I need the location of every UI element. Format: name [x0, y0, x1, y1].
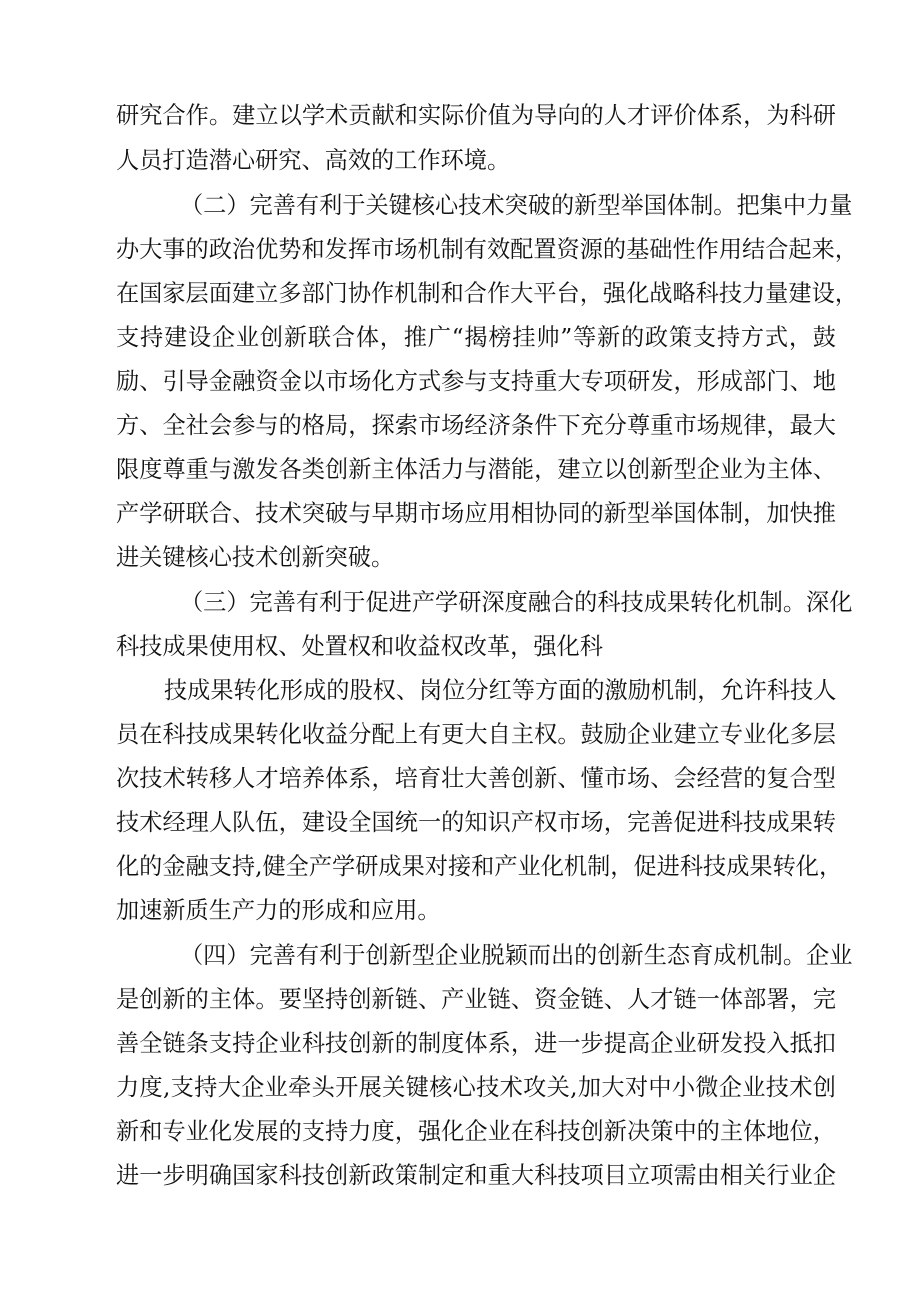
text-line: 科技成果使用权、处置权和收益权改革，强化科	[116, 633, 603, 660]
text-line: 技术经理人队伍，建设全国统一的知识产权市场，完善促进科技成果转	[116, 809, 836, 836]
text-line: 次技术转移人才培养体系，培育壮大善创新、懂市场、会经营的复合型	[116, 765, 836, 792]
section-heading-line: （四）完善有利于创新型企业脱颖而出的创新生态育成机制。企业	[180, 942, 853, 969]
text-line: 研究合作。建立以学术贡献和实际价值为导向的人才评价体系，为科研	[116, 102, 836, 129]
text-line: 加速新质生产力的形成和应用。	[116, 897, 441, 924]
text-line: 方、全社会参与的格局，探索市场经济条件下充分尊重市场规律，最大	[116, 412, 836, 439]
section-heading-line: （三）完善有利于促进产学研深度融合的科技成果转化机制。深化	[180, 589, 853, 616]
text-line: 进关键核心技术创新突破。	[116, 544, 395, 571]
text-line: 善全链条支持企业科技创新的制度体系，进一步提高企业研发投入抵扣	[116, 1030, 836, 1057]
text-line: 员在科技成果转化收益分配上有更大自主权。鼓励企业建立专业化多层	[116, 721, 836, 748]
text-line: 新和专业化发展的支持力度，强化企业在科技创新决策中的主体地位，	[116, 1118, 836, 1145]
text-line: 在国家层面建立多部门协作机制和合作大平台，强化战略科技力量建设，	[116, 280, 858, 307]
text-line: 励、引导金融资金以市场化方式参与支持重大专项研发，形成部门、地	[116, 368, 836, 395]
text-line: 产学研联合、技术突破与早期市场应用相协同的新型举国体制，加快推	[116, 500, 836, 527]
text-line: 是创新的主体。要坚持创新链、产业链、资金链、人才链一体部署，完	[116, 986, 836, 1013]
text-line: 化的金融支持,健全产学研成果对接和产业化机制，促进科技成果转化，	[116, 853, 843, 880]
text-line: 办大事的政治优势和发挥市场机制有效配置资源的基础性作用结合起来，	[116, 236, 858, 263]
text-line: 支持建设企业创新联合体，推广“揭榜挂帅”等新的政策支持方式，鼓	[116, 324, 836, 351]
text-line: 人员打造潜心研究、高效的工作环境。	[116, 147, 511, 174]
section-heading-line: （二）完善有利于关键核心技术突破的新型举国体制。把集中力量	[180, 192, 853, 219]
text-line: 力度,支持大企业牵头开展关键核心技术攻关,加大对中小微企业技术创	[116, 1074, 836, 1101]
text-line: 限度尊重与激发各类创新主体活力与潜能，建立以创新型企业为主体、	[116, 456, 836, 483]
text-line: 进一步明确国家科技创新政策制定和重大科技项目立项需由相关行业企	[116, 1162, 836, 1189]
text-line: 技成果转化形成的股权、岗位分红等方面的激励机制，允许科技人	[164, 677, 837, 704]
